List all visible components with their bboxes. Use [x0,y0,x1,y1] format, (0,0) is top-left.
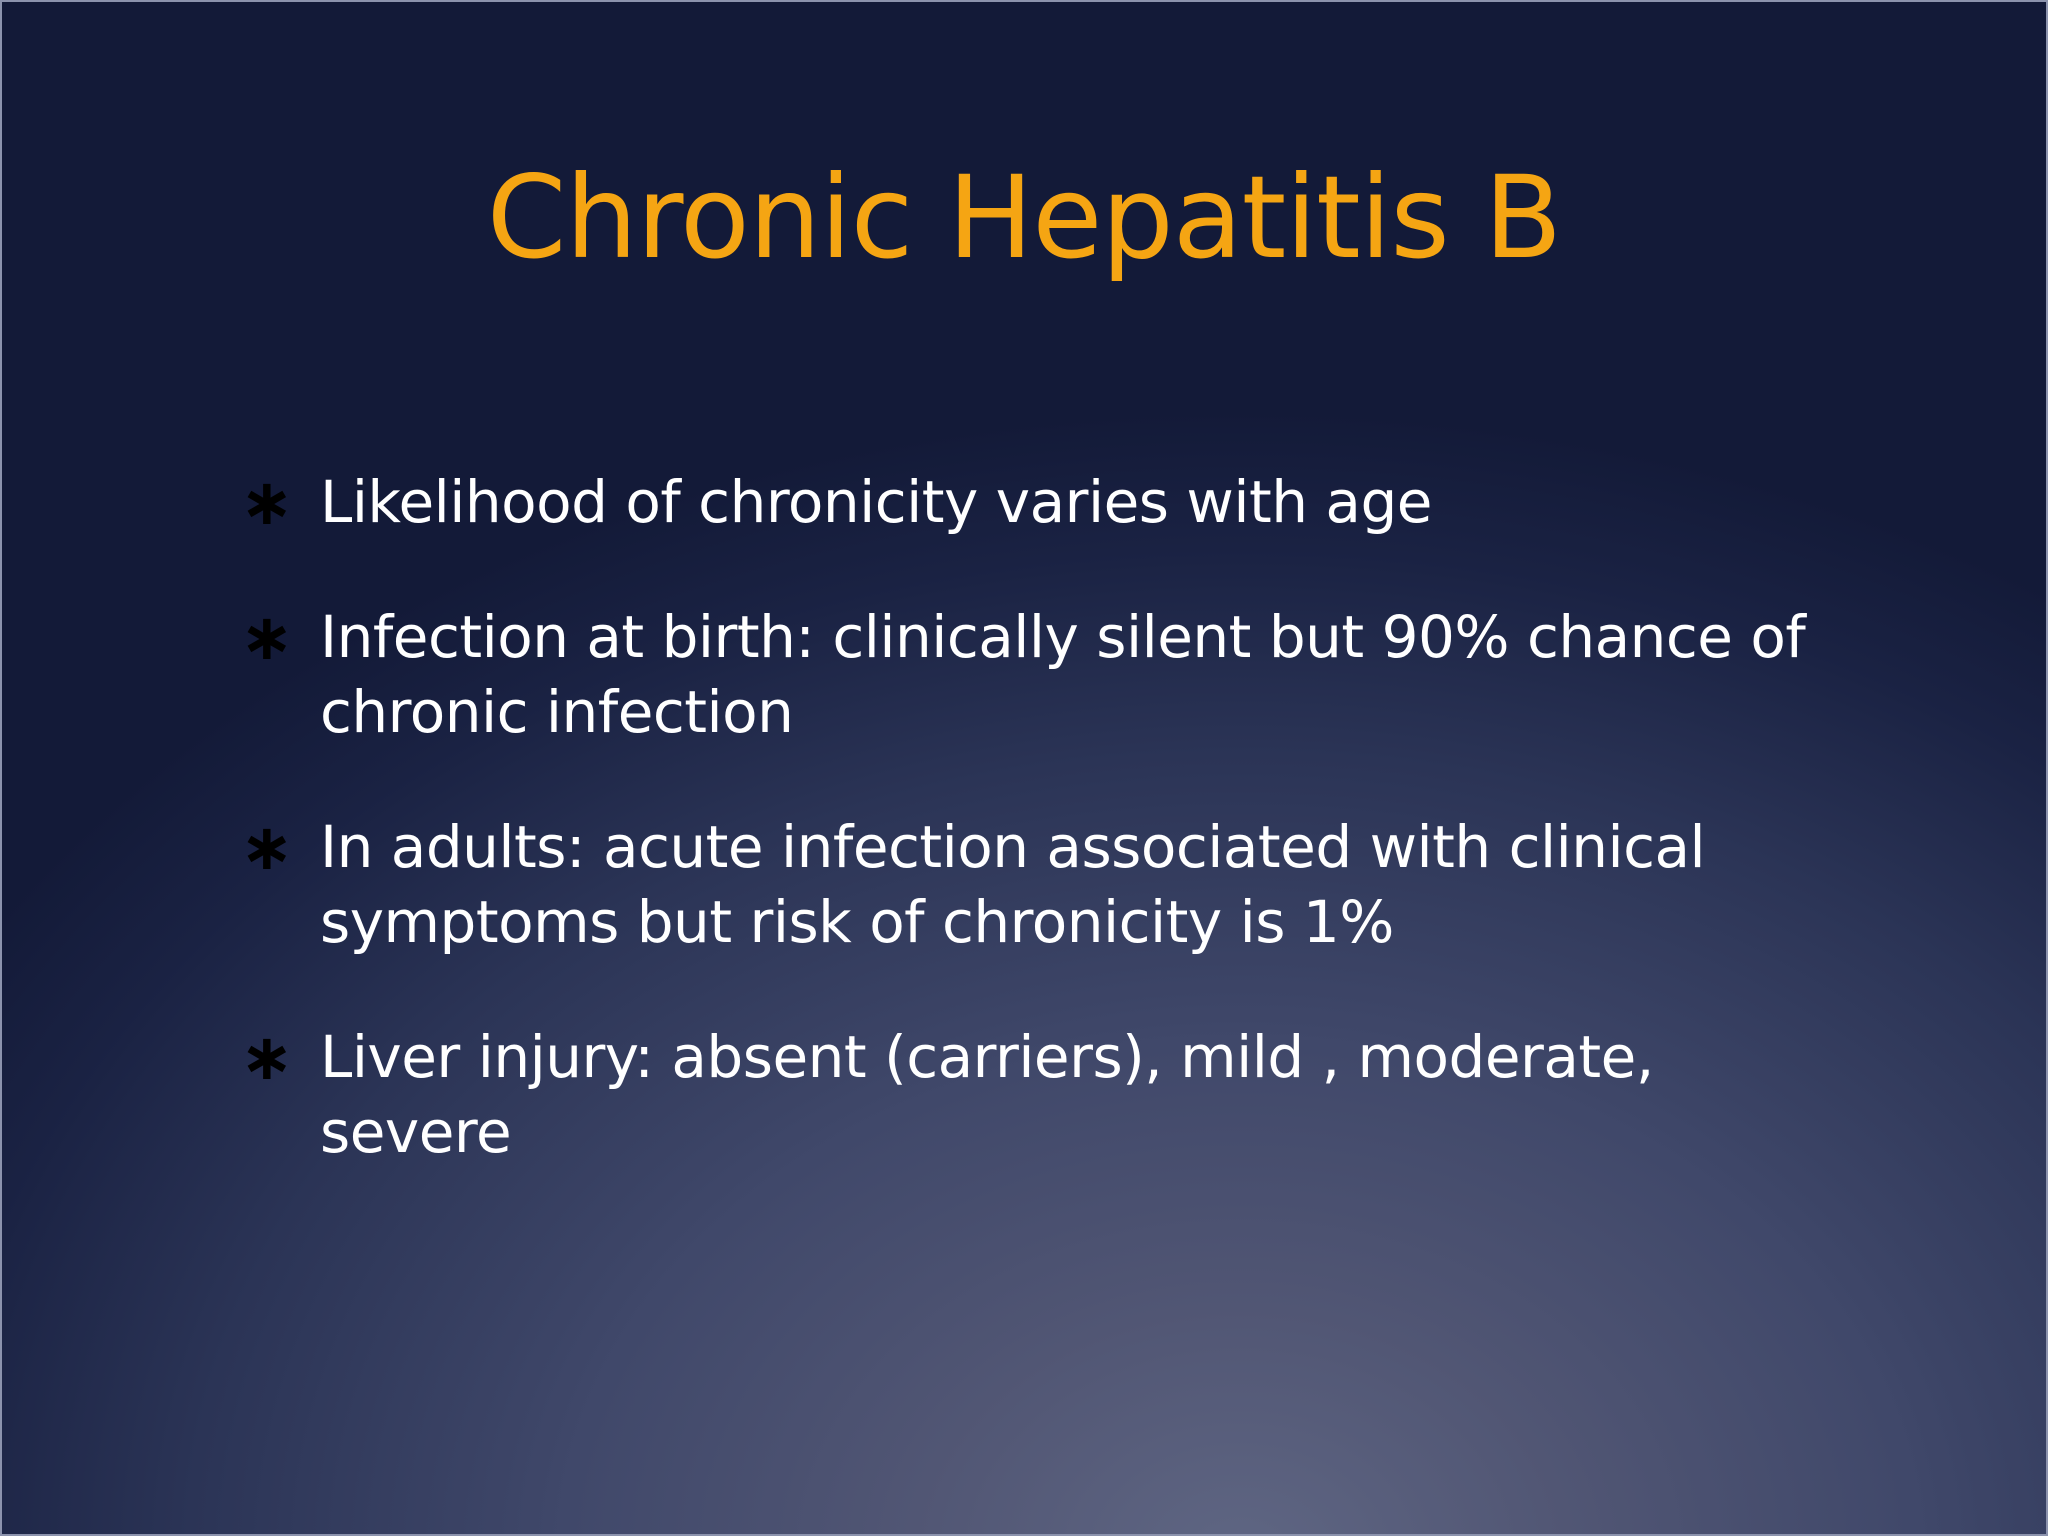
bullet-item [240,1020,1860,1170]
bullet-item [240,600,1860,750]
bullet-text: Liver injury: absent (carriers), mild , moderate, severe [320,1023,1654,1166]
slide-title: Chronic Hepatitis B [486,151,1562,284]
asterisk-bullet-icon: ∗ [240,466,294,540]
asterisk-bullet-icon: ∗ [240,811,294,885]
bullet-item [240,810,1860,960]
bullet-text: In adults: acute infection associated with clinical symptoms but risk of chronicity is 1% [320,813,1706,956]
bullet-text: Likelihood of chronicity varies with age [320,468,1432,536]
asterisk-bullet-icon: ∗ [240,601,294,675]
bullet-item [240,465,1860,540]
bullet-list [240,465,1860,1230]
bullet-text: Infection at birth: clinically silent but 90% chance of chronic infection [320,603,1806,746]
asterisk-bullet-icon: ∗ [240,1021,294,1095]
